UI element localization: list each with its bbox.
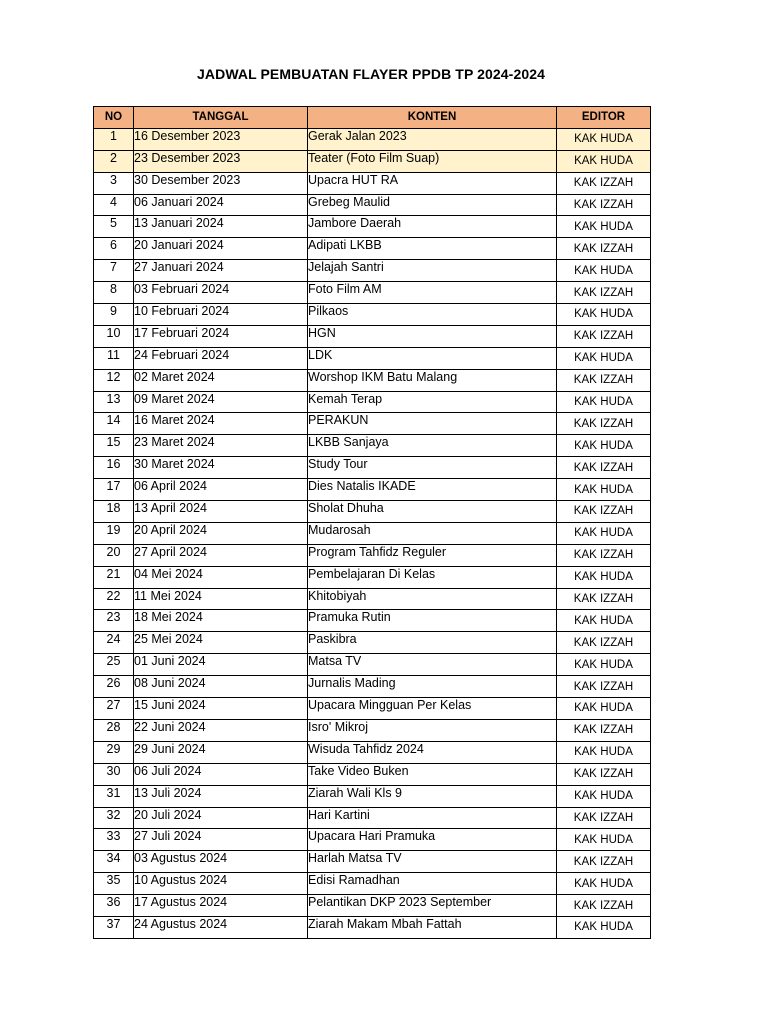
date-cell[interactable]: 25 Mei 2024 xyxy=(134,632,308,654)
date-cell[interactable]: 15 Juni 2024 xyxy=(134,698,308,720)
table-row xyxy=(94,347,651,369)
editor-cell[interactable]: KAK IZZAH xyxy=(557,457,651,479)
editor-cell[interactable]: KAK IZZAH xyxy=(557,413,651,435)
content-cell[interactable]: Pelantikan DKP 2023 September xyxy=(308,895,557,917)
row-number-cell[interactable]: 16 xyxy=(94,457,134,479)
editor-cell[interactable]: KAK HUDA xyxy=(557,873,651,895)
row-number-cell[interactable]: 21 xyxy=(94,566,134,588)
date-cell[interactable]: 27 April 2024 xyxy=(134,544,308,566)
date-cell[interactable]: 16 Desember 2023 xyxy=(134,128,308,150)
content-cell[interactable]: Mudarosah xyxy=(308,522,557,544)
content-cell[interactable]: Matsa TV xyxy=(308,654,557,676)
editor-cell[interactable]: KAK HUDA xyxy=(557,347,651,369)
schedule-table xyxy=(93,106,651,939)
content-cell[interactable]: Foto Film AM xyxy=(308,282,557,304)
table-row xyxy=(94,260,651,282)
row-number-cell[interactable]: 33 xyxy=(94,829,134,851)
date-cell[interactable]: 27 Juli 2024 xyxy=(134,829,308,851)
row-number-cell[interactable]: 32 xyxy=(94,807,134,829)
table-row xyxy=(94,785,651,807)
content-cell[interactable]: Edisi Ramadhan xyxy=(308,873,557,895)
editor-cell[interactable]: KAK HUDA xyxy=(557,785,651,807)
row-number-cell[interactable]: 24 xyxy=(94,632,134,654)
table-row xyxy=(94,501,651,523)
table-row xyxy=(94,610,651,632)
content-cell[interactable]: Worshop IKM Batu Malang xyxy=(308,369,557,391)
table-row xyxy=(94,698,651,720)
date-cell[interactable]: 17 Agustus 2024 xyxy=(134,895,308,917)
editor-cell[interactable]: KAK HUDA xyxy=(557,741,651,763)
content-cell[interactable]: Upacara Hari Pramuka xyxy=(308,829,557,851)
editor-cell[interactable]: KAK HUDA xyxy=(557,916,651,938)
content-cell[interactable]: Take Video Buken xyxy=(308,763,557,785)
content-cell[interactable]: Dies Natalis IKADE xyxy=(308,479,557,501)
editor-cell[interactable]: KAK IZZAH xyxy=(557,676,651,698)
content-cell[interactable]: Pramuka Rutin xyxy=(308,610,557,632)
table-row xyxy=(94,391,651,413)
content-cell[interactable]: Gerak Jalan 2023 xyxy=(308,128,557,150)
content-cell[interactable]: Khitobiyah xyxy=(308,588,557,610)
date-cell[interactable]: 09 Maret 2024 xyxy=(134,391,308,413)
date-cell[interactable]: 11 Mei 2024 xyxy=(134,588,308,610)
date-cell[interactable]: 03 Februari 2024 xyxy=(134,282,308,304)
row-number-cell[interactable]: 7 xyxy=(94,260,134,282)
table-body xyxy=(94,128,651,938)
date-cell[interactable]: 06 Juli 2024 xyxy=(134,763,308,785)
table-row xyxy=(94,522,651,544)
editor-cell[interactable]: KAK HUDA xyxy=(557,260,651,282)
editor-cell[interactable]: KAK IZZAH xyxy=(557,807,651,829)
date-cell[interactable]: 24 Februari 2024 xyxy=(134,347,308,369)
row-number-cell[interactable]: 14 xyxy=(94,413,134,435)
date-cell[interactable]: 06 April 2024 xyxy=(134,479,308,501)
row-number-cell[interactable]: 35 xyxy=(94,873,134,895)
content-cell[interactable]: Kemah Terap xyxy=(308,391,557,413)
editor-cell[interactable]: KAK IZZAH xyxy=(557,325,651,347)
row-number-cell[interactable]: 30 xyxy=(94,763,134,785)
editor-cell[interactable]: KAK HUDA xyxy=(557,654,651,676)
content-cell[interactable]: Jambore Daerah xyxy=(308,216,557,238)
editor-cell[interactable]: KAK HUDA xyxy=(557,610,651,632)
date-cell[interactable]: 23 Maret 2024 xyxy=(134,435,308,457)
date-cell[interactable]: 24 Agustus 2024 xyxy=(134,916,308,938)
table-row xyxy=(94,654,651,676)
row-number-cell[interactable]: 10 xyxy=(94,325,134,347)
content-cell[interactable]: Upacara Mingguan Per Kelas xyxy=(308,698,557,720)
table-row xyxy=(94,588,651,610)
editor-cell[interactable]: KAK HUDA xyxy=(557,522,651,544)
editor-cell[interactable]: KAK HUDA xyxy=(557,566,651,588)
table-row xyxy=(94,676,651,698)
header-no[interactable]: NO xyxy=(94,107,134,129)
page-title: JADWAL PEMBUATAN FLAYER PPDB TP 2024-2024 xyxy=(197,66,545,82)
row-number-cell[interactable]: 4 xyxy=(94,194,134,216)
content-cell[interactable]: Harlah Matsa TV xyxy=(308,851,557,873)
table-row xyxy=(94,719,651,741)
content-cell[interactable]: Adipati LKBB xyxy=(308,238,557,260)
editor-cell[interactable]: KAK HUDA xyxy=(557,304,651,326)
editor-cell[interactable]: KAK IZZAH xyxy=(557,588,651,610)
table-row xyxy=(94,916,651,938)
content-cell[interactable]: Jurnalis Mading xyxy=(308,676,557,698)
content-cell[interactable]: HGN xyxy=(308,325,557,347)
table-row xyxy=(94,128,651,150)
editor-cell[interactable]: KAK IZZAH xyxy=(557,851,651,873)
date-cell[interactable]: 02 Maret 2024 xyxy=(134,369,308,391)
content-cell[interactable]: Sholat Dhuha xyxy=(308,501,557,523)
date-cell[interactable]: 30 Maret 2024 xyxy=(134,457,308,479)
editor-cell[interactable]: KAK HUDA xyxy=(557,216,651,238)
date-cell[interactable]: 16 Maret 2024 xyxy=(134,413,308,435)
editor-cell[interactable]: KAK HUDA xyxy=(557,391,651,413)
row-number-cell[interactable]: 34 xyxy=(94,851,134,873)
content-cell[interactable]: Ziarah Wali Kls 9 xyxy=(308,785,557,807)
table-row xyxy=(94,479,651,501)
table-row xyxy=(94,172,651,194)
editor-cell[interactable]: KAK IZZAH xyxy=(557,369,651,391)
table-row xyxy=(94,238,651,260)
editor-cell[interactable]: KAK IZZAH xyxy=(557,282,651,304)
date-cell[interactable]: 30 Desember 2023 xyxy=(134,172,308,194)
content-cell[interactable]: Pembelajaran Di Kelas xyxy=(308,566,557,588)
row-number-cell[interactable]: 9 xyxy=(94,304,134,326)
content-cell[interactable]: Isro' Mikroj xyxy=(308,719,557,741)
row-number-cell[interactable]: 20 xyxy=(94,544,134,566)
row-number-cell[interactable]: 15 xyxy=(94,435,134,457)
row-number-cell[interactable]: 31 xyxy=(94,785,134,807)
table-row xyxy=(94,457,651,479)
row-number-cell[interactable]: 22 xyxy=(94,588,134,610)
content-cell[interactable]: LDK xyxy=(308,347,557,369)
content-cell[interactable]: Paskibra xyxy=(308,632,557,654)
date-cell[interactable]: 10 Agustus 2024 xyxy=(134,873,308,895)
table-row xyxy=(94,282,651,304)
row-number-cell[interactable]: 25 xyxy=(94,654,134,676)
table-row xyxy=(94,873,651,895)
editor-cell[interactable]: KAK HUDA xyxy=(557,698,651,720)
editor-cell[interactable]: KAK IZZAH xyxy=(557,763,651,785)
row-number-cell[interactable]: 17 xyxy=(94,479,134,501)
table-row xyxy=(94,566,651,588)
editor-cell[interactable]: KAK IZZAH xyxy=(557,895,651,917)
content-cell[interactable]: Jelajah Santri xyxy=(308,260,557,282)
row-number-cell[interactable]: 27 xyxy=(94,698,134,720)
editor-cell[interactable]: KAK HUDA xyxy=(557,435,651,457)
date-cell[interactable]: 13 Januari 2024 xyxy=(134,216,308,238)
row-number-cell[interactable]: 2 xyxy=(94,150,134,172)
row-number-cell[interactable]: 6 xyxy=(94,238,134,260)
table-header-row xyxy=(94,107,651,129)
table-row xyxy=(94,807,651,829)
editor-cell[interactable]: KAK HUDA xyxy=(557,128,651,150)
date-cell[interactable]: 20 Januari 2024 xyxy=(134,238,308,260)
row-number-cell[interactable]: 8 xyxy=(94,282,134,304)
table-row xyxy=(94,544,651,566)
content-cell[interactable]: Upacra HUT RA xyxy=(308,172,557,194)
editor-cell[interactable]: KAK IZZAH xyxy=(557,194,651,216)
content-cell[interactable]: Hari Kartini xyxy=(308,807,557,829)
editor-cell[interactable]: KAK HUDA xyxy=(557,479,651,501)
date-cell[interactable]: 01 Juni 2024 xyxy=(134,654,308,676)
editor-cell[interactable]: KAK HUDA xyxy=(557,150,651,172)
table-row xyxy=(94,741,651,763)
editor-cell[interactable]: KAK HUDA xyxy=(557,829,651,851)
date-cell[interactable]: 18 Mei 2024 xyxy=(134,610,308,632)
content-cell[interactable]: Grebeg Maulid xyxy=(308,194,557,216)
date-cell[interactable]: 03 Agustus 2024 xyxy=(134,851,308,873)
row-number-cell[interactable]: 12 xyxy=(94,369,134,391)
row-number-cell[interactable]: 11 xyxy=(94,347,134,369)
row-number-cell[interactable]: 3 xyxy=(94,172,134,194)
table-row xyxy=(94,325,651,347)
date-cell[interactable]: 29 Juni 2024 xyxy=(134,741,308,763)
row-number-cell[interactable]: 5 xyxy=(94,216,134,238)
row-number-cell[interactable]: 28 xyxy=(94,719,134,741)
content-cell[interactable]: LKBB Sanjaya xyxy=(308,435,557,457)
date-cell[interactable]: 23 Desember 2023 xyxy=(134,150,308,172)
editor-cell[interactable]: KAK IZZAH xyxy=(557,719,651,741)
date-cell[interactable]: 20 April 2024 xyxy=(134,522,308,544)
content-cell[interactable]: Wisuda Tahfidz 2024 xyxy=(308,741,557,763)
row-number-cell[interactable]: 37 xyxy=(94,916,134,938)
row-number-cell[interactable]: 18 xyxy=(94,501,134,523)
row-number-cell[interactable]: 36 xyxy=(94,895,134,917)
table-row xyxy=(94,304,651,326)
date-cell[interactable]: 08 Juni 2024 xyxy=(134,676,308,698)
row-number-cell[interactable]: 13 xyxy=(94,391,134,413)
content-cell[interactable]: Pilkaos xyxy=(308,304,557,326)
date-cell[interactable]: 13 Juli 2024 xyxy=(134,785,308,807)
date-cell[interactable]: 04 Mei 2024 xyxy=(134,566,308,588)
table-row xyxy=(94,194,651,216)
table-row xyxy=(94,829,651,851)
table-row xyxy=(94,763,651,785)
content-cell[interactable]: Teater (Foto Film Suap) xyxy=(308,150,557,172)
table-row xyxy=(94,369,651,391)
row-number-cell[interactable]: 19 xyxy=(94,522,134,544)
content-cell[interactable]: Ziarah Makam Mbah Fattah xyxy=(308,916,557,938)
table-row xyxy=(94,632,651,654)
header-konten[interactable]: KONTEN xyxy=(308,107,557,129)
table-row xyxy=(94,895,651,917)
content-cell[interactable]: Study Tour xyxy=(308,457,557,479)
content-cell[interactable]: Program Tahfidz Reguler xyxy=(308,544,557,566)
table-row xyxy=(94,150,651,172)
row-number-cell[interactable]: 1 xyxy=(94,128,134,150)
content-cell[interactable]: PERAKUN xyxy=(308,413,557,435)
editor-cell[interactable]: KAK IZZAH xyxy=(557,501,651,523)
date-cell[interactable]: 22 Juni 2024 xyxy=(134,719,308,741)
date-cell[interactable]: 20 Juli 2024 xyxy=(134,807,308,829)
header-editor[interactable]: EDITOR xyxy=(557,107,651,129)
date-cell[interactable]: 10 Februari 2024 xyxy=(134,304,308,326)
date-cell[interactable]: 27 Januari 2024 xyxy=(134,260,308,282)
header-tanggal[interactable]: TANGGAL xyxy=(134,107,308,129)
table-row xyxy=(94,851,651,873)
date-cell[interactable]: 13 April 2024 xyxy=(134,501,308,523)
table-row xyxy=(94,413,651,435)
editor-cell[interactable]: KAK IZZAH xyxy=(557,238,651,260)
editor-cell[interactable]: KAK IZZAH xyxy=(557,544,651,566)
row-number-cell[interactable]: 26 xyxy=(94,676,134,698)
date-cell[interactable]: 17 Februari 2024 xyxy=(134,325,308,347)
table-row xyxy=(94,216,651,238)
table-row xyxy=(94,435,651,457)
row-number-cell[interactable]: 29 xyxy=(94,741,134,763)
date-cell[interactable]: 06 Januari 2024 xyxy=(134,194,308,216)
editor-cell[interactable]: KAK IZZAH xyxy=(557,632,651,654)
row-number-cell[interactable]: 23 xyxy=(94,610,134,632)
editor-cell[interactable]: KAK IZZAH xyxy=(557,172,651,194)
